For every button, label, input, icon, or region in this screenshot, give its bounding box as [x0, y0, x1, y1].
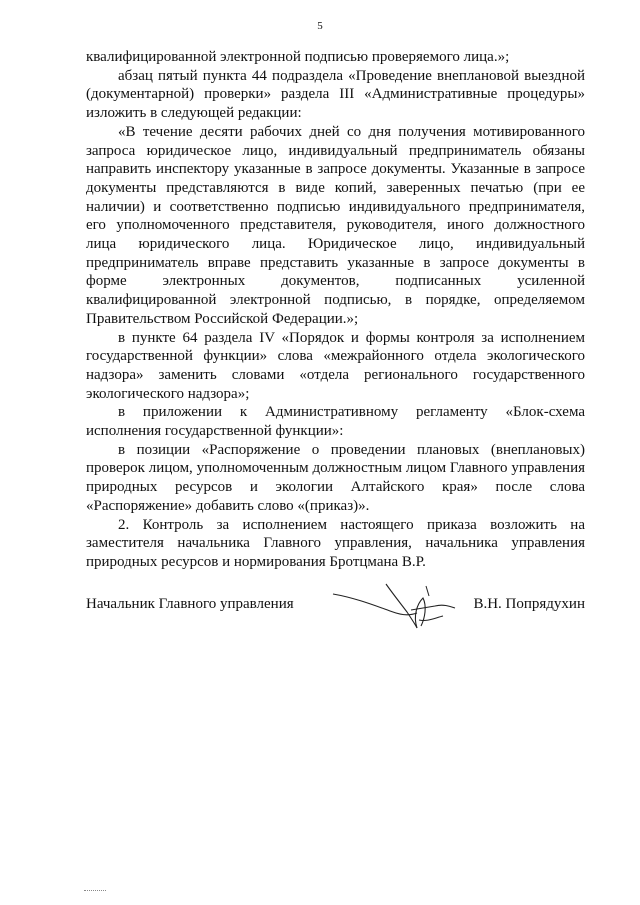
- document-body: [86, 48, 585, 572]
- footer-mark: [84, 890, 106, 891]
- signature-block: [86, 596, 585, 616]
- paragraph-control: 2. Контроль за исполнением настоящего приказа возложить на заместителя начальника Главного управления, начальника управления природных ресурсов и нормирования Бротцмана В.Р.: [86, 516, 585, 570]
- paragraph-quoted-text: «В течение десяти рабочих дней со дня получения мотивированного запроса юридическое лицо, индивидуальный предприниматель обязаны направить инспектору указанные в запросе документы. Указанные в запросе документы представляются в виде копий, заверенных печатью (при ее наличии) и соответственно подписью индивидуального предпринимателя, его уполномоченного представителя, руководителя, иного должностного лица юридического лица. Юридическое лицо, индивидуальный предприниматель вправе представить указанные в запросе документы в форме электронных документов, подписанных усиленной квалифицированной электронной подписью, в порядке, определяемом Правительством Российской Федерации.»;: [86, 123, 585, 327]
- paragraph-continuation: квалифицированной электронной подписью проверяемого лица.»;: [86, 49, 510, 65]
- page-number: 5: [317, 20, 323, 32]
- paragraph-amendment-44: абзац пятый пункта 44 подраздела «Проведение внеплановой выездной (документарной) проверки» раздела III «Административные процедуры» изложить в следующей редакции:: [86, 67, 585, 122]
- handwritten-signature: [331, 576, 481, 636]
- signer-name: В.Н. Попрядухин: [473, 596, 585, 612]
- signer-title: Начальник Главного управления: [86, 596, 294, 612]
- paragraph-amendment-64: в пункте 64 раздела IV «Порядок и формы контроля за исполнением государственной функции» слова «межрайонного отдела экологического надзора» заменить словами «отдела регионального государственного экологического надзора»;: [86, 329, 585, 402]
- paragraph-position: в позиции «Распоряжение о проведении плановых (внеплановых) проверок лицом, уполномоченным должностным лицом Главного управления природных ресурсов и экологии Алтайского края» после слова «Распоряжение» добавить слово «(приказ)».: [86, 441, 585, 514]
- paragraph-appendix: в приложении к Административному регламенту «Блок-схема исполнения государственной функции»:: [86, 404, 585, 440]
